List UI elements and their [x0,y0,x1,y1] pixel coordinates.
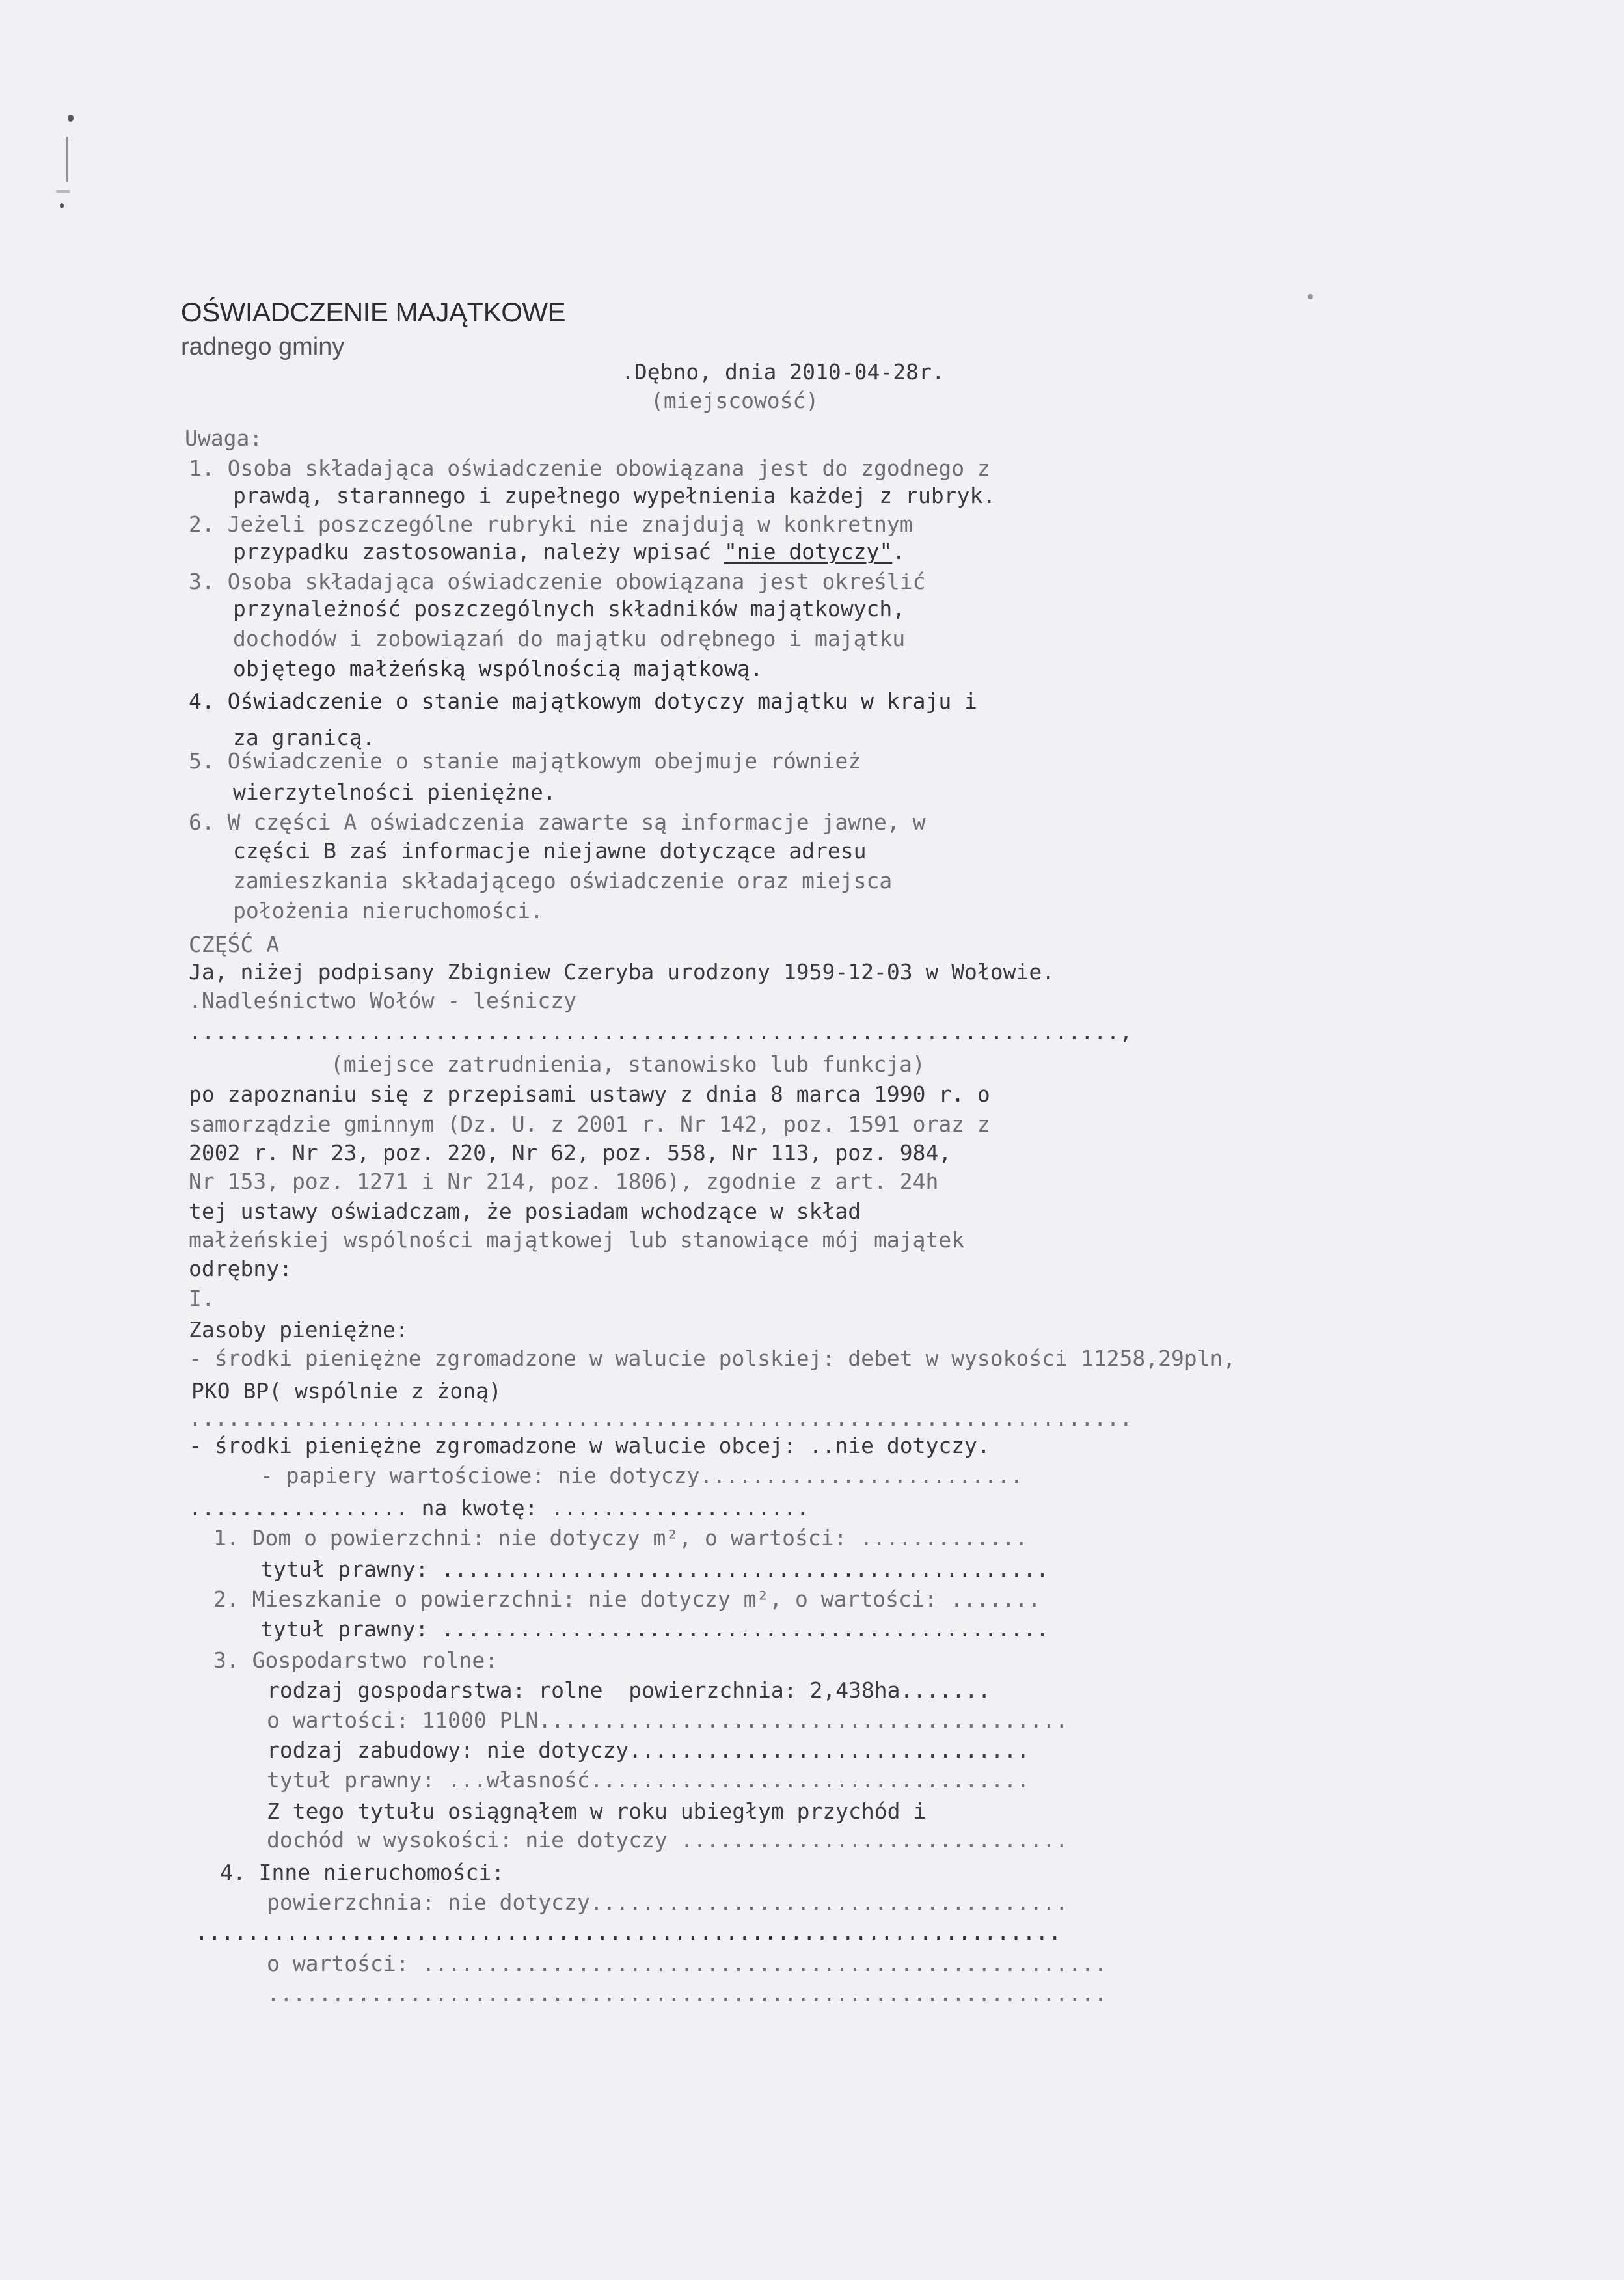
note-3-line-3: dochodów i zobowiązań do majątku odrębnego i majątku [233,626,906,651]
place-date: .Dębno, dnia 2010-04-28r. [621,359,945,385]
document-title: OŚWIADCZENIE MAJĄTKOWE [181,297,566,327]
farm-type-line: rodzaj gospodarstwa: rolne powierzchnia: 2,438ha....... [267,1677,991,1703]
scan-speck [1308,294,1313,299]
law-line-4: Nr 153, poz. 1271 i Nr 214, poz. 1806), zgodnie z art. 24h [189,1169,939,1194]
amount-line: ................. na kwotę: .................... [189,1495,809,1521]
dotted-line: ................................................................. [267,1981,1107,2006]
scan-speck [66,137,68,182]
note-5-line-2: wierzytelności pieniężne. [233,780,556,805]
declarant-line: Ja, niżej podpisany Zbigniew Czeryba urodzony 1959-12-03 w Wołowie. [189,959,1055,984]
note-2-period: . [892,539,906,564]
note-4-line-1: 4. Oświadczenie o stanie majątkowym dotyczy majątku w kraju i [189,688,977,714]
note-1-line-1: 1. Osoba składająca oświadczenie obowiązana jest do zgodnego z [189,455,990,481]
house-title-line: tytuł prawny: ............................................... [260,1556,1049,1582]
apartment-line: 2. Mieszkanie o powierzchni: nie dotyczy m², o wartości: ....... [213,1586,1041,1612]
note-2-text: przypadku zastosowania, należy wpisać [233,539,724,564]
note-5-line-1: 5. Oświadczenie o stanie majątkowym obejmuje również [189,748,861,774]
dotted-line: ........................................................................, [189,1019,1133,1044]
note-6-line-2: części B zaś informacje niejawne dotyczące adresu [233,838,867,863]
nie-dotyczy-emphasis: "nie dotyczy" [724,539,893,564]
employment-label: (miejsce zatrudnienia, stanowisko lub funkcja) [331,1052,925,1077]
document-subtitle: radnego gminy [181,333,345,360]
note-6-line-1: 6. W części A oświadczenia zawarte są informacje jawne, w [189,809,926,835]
farm-income-line-1: Z tego tytułu osiągnąłem w roku ubiegłym przychód i [267,1798,927,1824]
note-2-line-1: 2. Jeżeli poszczególne rubryki nie znajdują w konkretnym [189,511,913,537]
scan-speck [68,115,74,122]
part-a-heading: CZĘŚĆ A [189,932,280,957]
other-area-line: powierzchnia: nie dotyczy..................................... [267,1890,1068,1915]
note-3-line-4: objętego małżeńską wspólnością majątkową. [233,656,763,681]
note-3-line-1: 3. Osoba składająca oświadczenie obowiązana jest określić [189,569,926,594]
law-line-6: małżeńskiej wspólności majątkowej lub stanowiące mój majątek [189,1227,965,1253]
note-6-line-3: zamieszkania składającego oświadczenie oraz miejsca [233,868,893,893]
dotted-line: ................................................................... [195,1920,1062,1945]
scan-speck [56,190,70,193]
note-1-line-2: prawdą, starannego i zupełnego wypełnienia każdej z rubryk. [233,483,996,508]
pln-funds-line: - środki pieniężne zgromadzone w walucie polskiej: debet w wysokości 11258,29pln, [189,1346,1236,1371]
place-label: (miejscowość) [651,388,819,413]
employment-line: .Nadleśnictwo Wołów - leśniczy [189,988,577,1013]
law-line-2: samorządzie gminnym (Dz. U. z 2001 r. Nr 142, poz. 1591 oraz z [189,1111,990,1137]
note-4-line-2: za granicą. [233,725,375,750]
farm-heading: 3. Gospodarstwo rolne: [213,1648,498,1673]
farm-value-line: o wartości: 11000 PLN......................................... [267,1707,1068,1733]
scan-speck [60,203,64,208]
law-line-5: tej ustawy oświadczam, że posiadam wchodzące w skład [189,1199,861,1224]
notes-heading: Uwaga: [185,426,263,451]
foreign-funds-line: - środki pieniężne zgromadzone w walucie obcej: ..nie dotyczy. [189,1433,990,1458]
farm-title-line: tytuł prawny: ...własność.................................. [267,1767,1030,1793]
farm-buildings-line: rodzaj zabudowy: nie dotyczy............................... [267,1737,1030,1763]
farm-income-line-2: dochód w wysokości: nie dotyczy .............................. [267,1827,1068,1853]
securities-line: - papiery wartościowe: nie dotyczy......................... [260,1463,1023,1488]
house-line: 1. Dom o powierzchni: nie dotyczy m², o wartości: ............. [213,1525,1028,1551]
law-line-3: 2002 r. Nr 23, poz. 220, Nr 62, poz. 558, Nr 113, poz. 984, [189,1140,952,1165]
pln-bank-line: PKO BP( wspólnie z żoną) [191,1378,502,1404]
note-6-line-4: położenia nieruchomości. [233,898,543,923]
dotted-line: ......................................................................... [189,1405,1133,1431]
other-property-heading: 4. Inne nieruchomości: [220,1860,505,1885]
other-value-line: o wartości: ..................................................... [267,1951,1107,1976]
law-line-1: po zapoznaniu się z przepisami ustawy z dnia 8 marca 1990 r. o [189,1081,990,1107]
section-number: I. [189,1286,215,1311]
note-3-line-2: przynależność poszczególnych składników majątkowych, [233,596,906,621]
note-2-line-2 [233,539,905,565]
apartment-title-line: tytuł prawny: ............................................... [260,1616,1049,1642]
section-title: Zasoby pieniężne: [189,1317,409,1342]
law-line-7: odrębny: [189,1256,292,1281]
